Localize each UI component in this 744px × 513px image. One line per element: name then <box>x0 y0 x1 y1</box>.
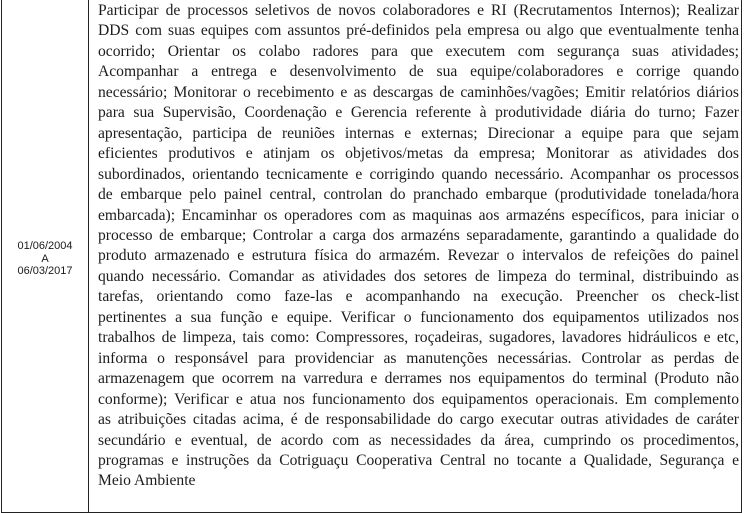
description-line: DDS com suas equipes com assuntos pré-definidos pela empresa ou algo que eventualmente tenha <box>98 22 739 40</box>
description-line: embarcada); Encaminhar os operadores com as maquinas aos armazéns específicos, para iniciar o <box>98 206 739 224</box>
description-line: ocorrido; Orientar os colabo radores para que executem com segurança suas atividades; <box>98 42 739 60</box>
description-line: armazenagem que ocorrem na varredura e derrames nos equipamentos do terminal (Produto não <box>98 370 739 388</box>
period-cell <box>2 0 88 512</box>
period-separator: A <box>41 252 49 265</box>
description-line: conforme); Verificar e atua nos funcionamento dos equipamentos operacionais. Em complemento <box>98 390 739 408</box>
period-start-date: 01/06/2004 <box>17 240 73 253</box>
description-line: pertinentes a sua função e equipe. Verificar o funcionamento dos equipamentos utilizados nos <box>98 308 739 326</box>
description-line: Meio Ambiente <box>98 472 196 490</box>
description-line: quando necessário. Comandar as atividades dos setores de limpeza do terminal, distribuindo as <box>98 267 739 285</box>
description-line: de embarque pelo painel central, controlan do pranchado embarque (produtividade tonelada/hora <box>98 186 739 204</box>
description-line: informa o responsável para providenciar as manutenções necessárias. Controlar as perdas de <box>98 349 739 367</box>
column-divider <box>88 0 89 512</box>
description-line: processo de embarque; Controlar a carga dos armazéns separadamente, garantindo a qualidade do <box>98 226 739 244</box>
description-line: apresentação, participa de reuniões internas e externas; Direcionar a equipe para que sejam <box>98 124 739 142</box>
period-dates <box>17 240 72 278</box>
description-line: tarefas, orientando como faze-las e acompanhando na execução. Preencher os check-list <box>98 288 739 306</box>
period-end-date: 06/03/2017 <box>17 265 73 278</box>
description-line: trabalhos de limpeza, tais como: Compressores, roçadeiras, sugadores, lavadores hidráulicos e etc, <box>98 329 739 347</box>
description-line: eficientes produtivos e atinjam os objetivos/metas da empresa; Monitorar as atividades dos <box>98 145 739 163</box>
description-line: secundário e eventual, de acordo com as necessidades da área, cumprindo os procedimentos, <box>98 431 739 449</box>
description-line: subordinados, orientando tecnicamente e corrigindo quando necessário. Acompanhar os processos <box>98 165 739 183</box>
description-line: para sua Supervisão, Coordenação e Gerencia referente à produtividade diária do turno; Fazer <box>98 104 739 122</box>
description-line: Acompanhar a entrega e desenvolvimento de sua equipe/colaboradores e corrige quando <box>98 63 739 81</box>
activity-table <box>1 0 742 513</box>
description-line: as atribuições citadas acima, é de responsabilidade do cargo executar outras atividades de caráter <box>98 411 739 429</box>
description-line: necessário; Monitorar o recebimento e as descargas de caminhões/vagões; Emitir relatórios diários <box>98 83 739 101</box>
description-line: Participar de processos seletivos de novos colaboradores e RI (Recrutamentos Internos); Realizar <box>98 2 739 19</box>
activity-description <box>98 1 739 492</box>
description-line: programas e instruções da Cotriguaçu Cooperativa Central no tocante a Qualidade, Segurança e <box>98 451 739 469</box>
description-line: produto armazenado e estrutura física do armazém. Revezar o intervalos de refeições do painel <box>98 247 739 265</box>
